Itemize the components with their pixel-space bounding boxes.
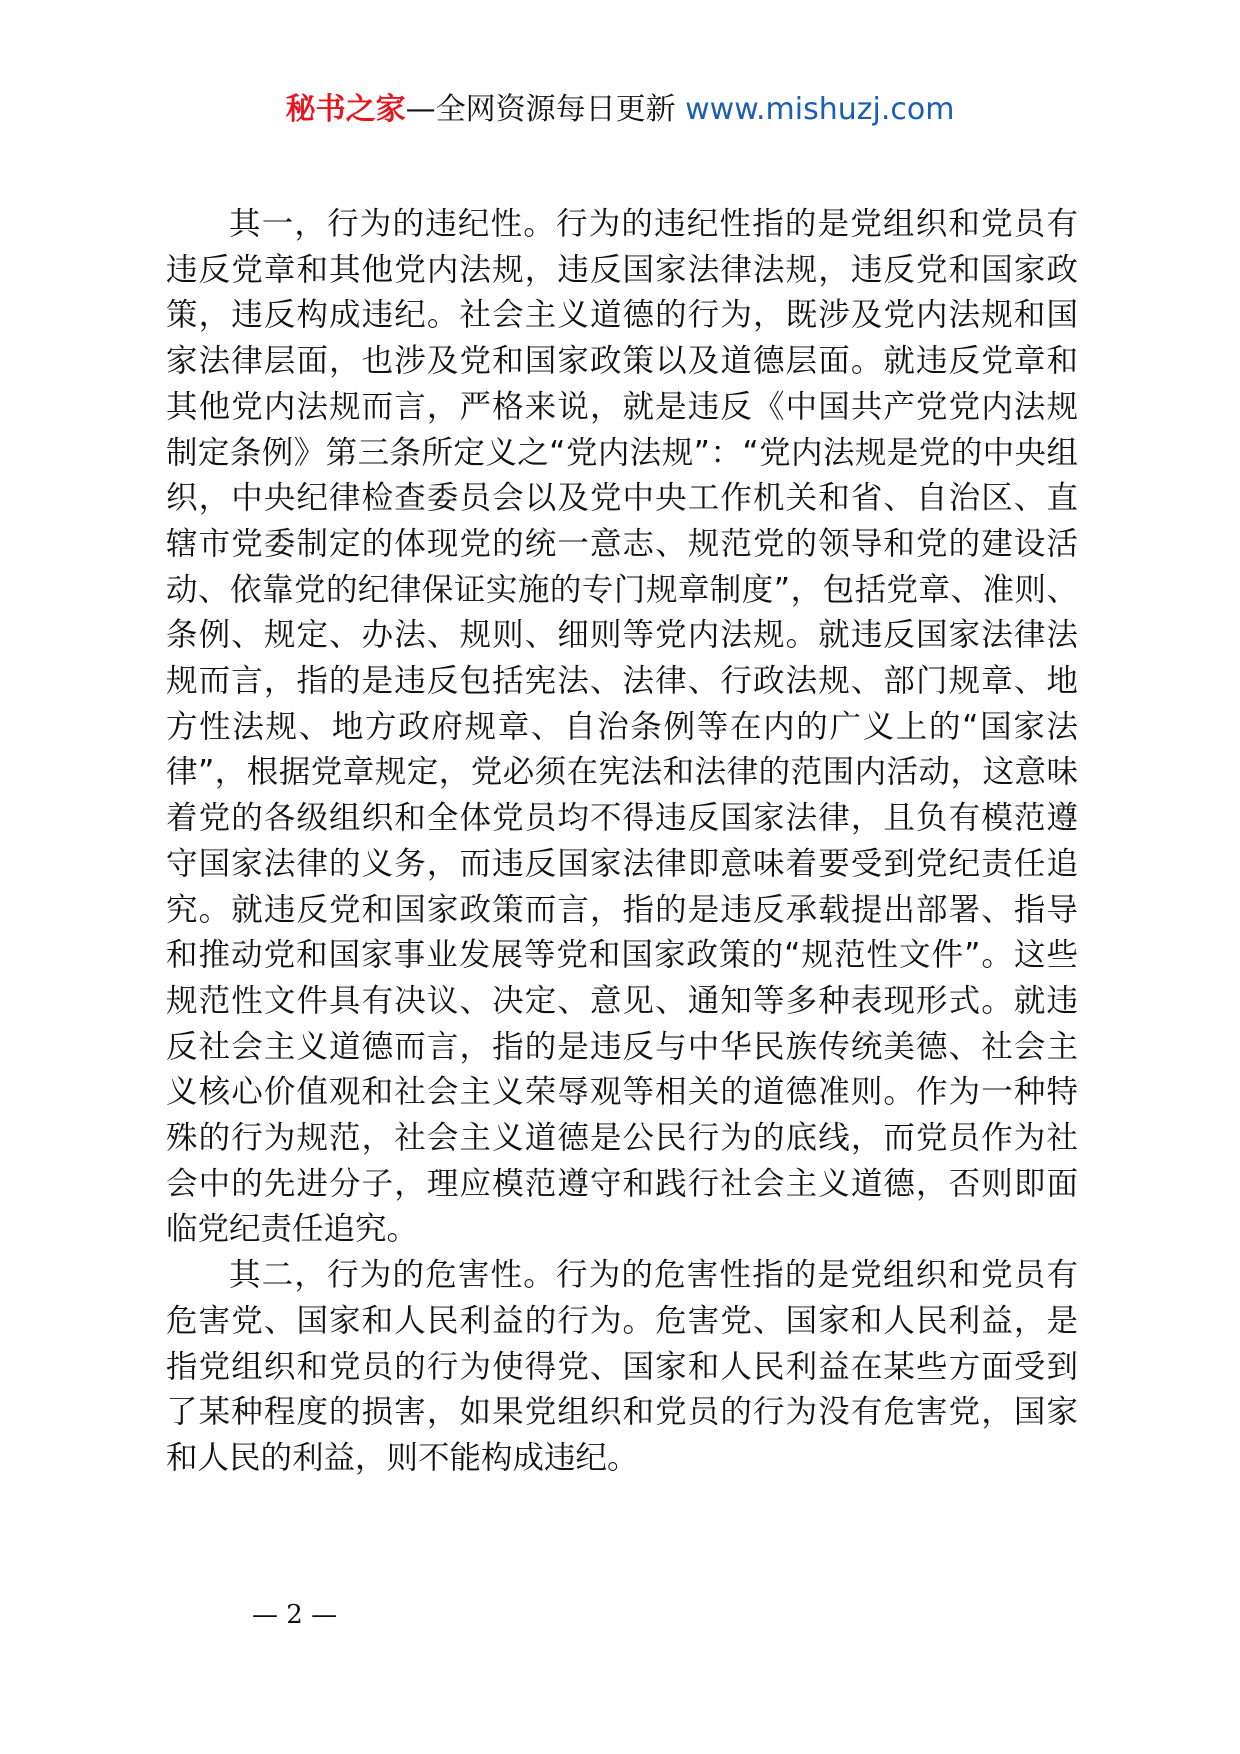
header-slogan: —全网资源每日更新: [405, 92, 676, 127]
site-url-link[interactable]: www.mishuzj.com: [685, 92, 955, 127]
document-body: [166, 202, 1078, 1482]
site-header: [0, 88, 1240, 132]
paragraph-harmfulness: 其二，行为的危害性。行为的危害性指的是党组织和党员有危害党、国家和人民利益的行为。危害党、国家和人民利益，是指党组织和党员的行为使得党、国家和人民利益在某些方面受到了某种程度的损害，如果党组织和党员的行为没有危害党，国家和人民的利益，则不能构成违纪。: [166, 1257, 1078, 1476]
brand-name: 秘书之家: [285, 92, 406, 127]
paragraph-discipline-violation: 其一，行为的违纪性。行为的违纪性指的是党组织和党员有违反党章和其他党内法规，违反国家法律法规，违反党和国家政策，违反构成违纪。社会主义道德的行为，既涉及党内法规和国家法律层面，也涉及党和国家政策以及道德层面。就违反党章和其他党内法规而言，严格来说，就是违反《中国共产党党内法规制定条例》第三条所定义之“党内法规”：“党内法规是党的中央组织，中央纪律检查委员会以及党中央工作机关和省、自治区、直辖市党委制定的体现党的统一意志、规范党的领导和党的建设活动、依靠党的纪律保证实施的专门规章制度”，包括党章、准则、条例、规定、办法、规则、细则等党内法规。就违反国家法律法规而言，指的是违反包括宪法、法律、行政法规、部门规章、地方性法规、地方政府规章、自治条例等在内的广义上的“国家法律”，根据党章规定，党必须在宪法和法律的范围内活动，这意味着党的各级组织和全体党员均不得违反国家法律，且负有模范遵守国家法律的义务，而违反国家法律即意味着要受到党纪责任追究。就违反党和国家政策而言，指的是违反承载提出部署、指导和推动党和国家事业发展等党和国家政策的“规范性文件”。这些规范性文件具有决议、决定、意见、通知等多种表现形式。就违反社会主义道德而言，指的是违反与中华民族传统美德、社会主义核心价值观和社会主义荣辱观等相关的道德准则。作为一种特殊的行为规范，社会主义道德是公民行为的底线，而党员作为社会中的先进分子，理应模范遵守和践行社会主义道德，否则即面临党纪责任追究。: [166, 206, 1078, 1248]
page-number: — 2 —: [252, 1600, 338, 1630]
